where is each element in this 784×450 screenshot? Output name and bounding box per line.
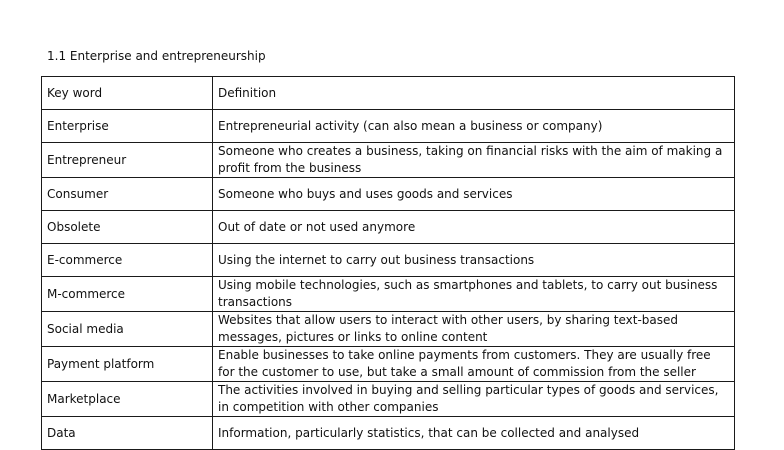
table-row xyxy=(42,143,735,178)
definition-cell: Using the internet to carry out business transactions xyxy=(213,244,735,277)
table-row xyxy=(42,312,735,347)
definition-cell: Websites that allow users to interact with other users, by sharing text-based messages, pictures or links to online content xyxy=(213,312,735,347)
table-row xyxy=(42,110,735,143)
term-cell: Enterprise xyxy=(42,110,213,143)
table-row xyxy=(42,417,735,450)
definition-cell: Enable businesses to take online payments from customers. They are usually free for the customer to use, but take a small amount of commission from the seller xyxy=(213,347,735,382)
definition-cell: Someone who buys and uses goods and services xyxy=(213,178,735,211)
table-row xyxy=(42,244,735,277)
term-cell: Obsolete xyxy=(42,211,213,244)
definition-cell: The activities involved in buying and selling particular types of goods and services, in competition with other companies xyxy=(213,382,735,417)
term-cell: Payment platform xyxy=(42,347,213,382)
table-header-row xyxy=(42,77,735,110)
definition-cell: Using mobile technologies, such as smartphones and tablets, to carry out business transactions xyxy=(213,277,735,312)
column-header-key-word: Key word xyxy=(42,77,213,110)
table-row xyxy=(42,347,735,382)
section-title: 1.1 Enterprise and entrepreneurship xyxy=(47,49,266,63)
table-row xyxy=(42,382,735,417)
definition-cell: Entrepreneurial activity (can also mean a business or company) xyxy=(213,110,735,143)
table-row xyxy=(42,211,735,244)
term-cell: Social media xyxy=(42,312,213,347)
glossary-table xyxy=(41,76,735,450)
table-row xyxy=(42,178,735,211)
term-cell: Data xyxy=(42,417,213,450)
term-cell: M-commerce xyxy=(42,277,213,312)
definition-cell: Information, particularly statistics, that can be collected and analysed xyxy=(213,417,735,450)
term-cell: E-commerce xyxy=(42,244,213,277)
table-row xyxy=(42,277,735,312)
term-cell: Marketplace xyxy=(42,382,213,417)
definition-cell: Someone who creates a business, taking on financial risks with the aim of making a profit from the business xyxy=(213,143,735,178)
term-cell: Consumer xyxy=(42,178,213,211)
term-cell: Entrepreneur xyxy=(42,143,213,178)
column-header-definition: Definition xyxy=(213,77,735,110)
definition-cell: Out of date or not used anymore xyxy=(213,211,735,244)
